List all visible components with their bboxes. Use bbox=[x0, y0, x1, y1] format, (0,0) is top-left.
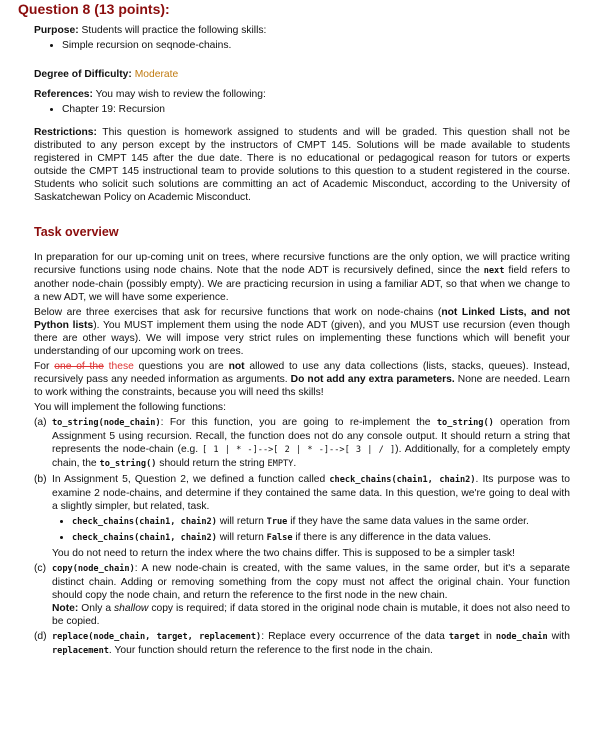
paragraph-4: You will implement the following functions: bbox=[34, 402, 226, 413]
item-b: (b) In Assignment 5, Question 2, we defined a function called check_chains(chain1, chain2). Its purpose was to examine 2 node-chains, and determine if they contained the same data. In this question, we're going to deal with a slightly simpler, but related, task. • check_chains(chain1, chain2) will return True if they have the same data values in the same order. • check_chains(chain1, chain2) will return False if there is any difference in the data values. You do not need to return the index where the two chains differ. This is supposed to be a simpler task! bbox=[34, 473, 570, 560]
references-label: References: bbox=[34, 89, 93, 100]
difficulty-value: Moderate bbox=[134, 69, 179, 80]
restrictions-section bbox=[34, 126, 570, 204]
purpose-label: Purpose: bbox=[34, 25, 79, 36]
purpose-bullet: • Simple recursion on seqnode-chains. bbox=[62, 39, 570, 52]
question-title: Question 8 (13 points): bbox=[18, 1, 170, 17]
paragraph-3: For one of the these questions you are not allowed to use any data collections (lists, stacks, queues). Instead, recursively pass any needed information as arguments. Do not add any extra parameters. None are needed. Learn to work withing the constraints, because you will need ths skills! bbox=[34, 361, 571, 398]
task-body bbox=[34, 251, 570, 660]
difficulty-label: Degree of Difficulty: bbox=[34, 69, 132, 80]
restrictions-label: Restrictions: bbox=[34, 127, 97, 138]
difficulty-section bbox=[34, 68, 570, 81]
references-text: You may wish to review the following: bbox=[95, 89, 266, 100]
purpose-section bbox=[34, 24, 570, 52]
paragraph-2: Below are three exercises that ask for recursive functions that work on node-chains (not Linked Lists, and not Python lists). You MUST implement them using the node ADT (given), and you MUST use recursion (even though there are other ways). We will impose very strict rules on implementing these functions which will benefit your understanding of our upcoming work on trees. bbox=[34, 307, 570, 357]
references-section bbox=[34, 88, 570, 116]
restrictions-text: This question is homework assigned to students and will be graded. This question shall not be distributed to any person except by the instructors of CMPT 145. Solutions will be made available to students registered in CMPT 145 after the due date. There is no educational or pedagogical reason for tutors or experts outside the CMPT 145 instructional team to provide solutions to this question to a student registered in the course. Students who solicit such solutions are committing an act of Academic Misconduct, according to the University of Saskatchewan Policy on Academic Misconduct. bbox=[34, 127, 570, 203]
purpose-text: Students will practice the following skills: bbox=[81, 25, 267, 36]
item-b-bullet-1: • check_chains(chain1, chain2) will return True if they have the same data values in the same order. bbox=[72, 515, 570, 529]
item-c: (c) copy(node_chain): A new node-chain is created, with the same values, in the same order, but it's a separate distinct chain. Adding or removing something from the copy must not affect the original chain. Your function should copy the node chain, and return the reference to the first node in the new chain. Note: Only a shallow copy is required; if data stored in the original node chain is mutable, it does not also need to be copied. bbox=[34, 563, 570, 627]
item-a: (a) to_string(node_chain): For this function, you are going to re-implement the to_string() operation from Assignment 5 using recursion. Recall, the function does not do any console output. It should return a string that represents the node-chain (e.g. [ 1 | * -]-->[ 2 | * -]-->[ 3 | / ]). Additionally, for a completely empty chain, the to_string() should return the string EMPTY. bbox=[34, 417, 570, 469]
item-b-bullet-2: • check_chains(chain1, chain2) will return False if there is any difference in the data values. bbox=[72, 531, 570, 545]
item-d: (d) replace(node_chain, target, replacement): Replace every occurrence of the data target in node_chain with replacement. Your function should return the reference to the first node in the chain. bbox=[34, 631, 570, 656]
paragraph-1: In preparation for our up-coming unit on trees, where recursive functions are the only option, we will practice writing recursive functions using node chains. Note that the node ADT is recursively defined, since the next field refers to another node-chain (possibly empty). We are practicing recursion in using a familiar ADT, so that when we change to a new ADT, we will have some experience. bbox=[34, 252, 570, 303]
task-overview-heading: Task overview bbox=[34, 225, 119, 239]
references-bullet: • Chapter 19: Recursion bbox=[62, 103, 570, 116]
